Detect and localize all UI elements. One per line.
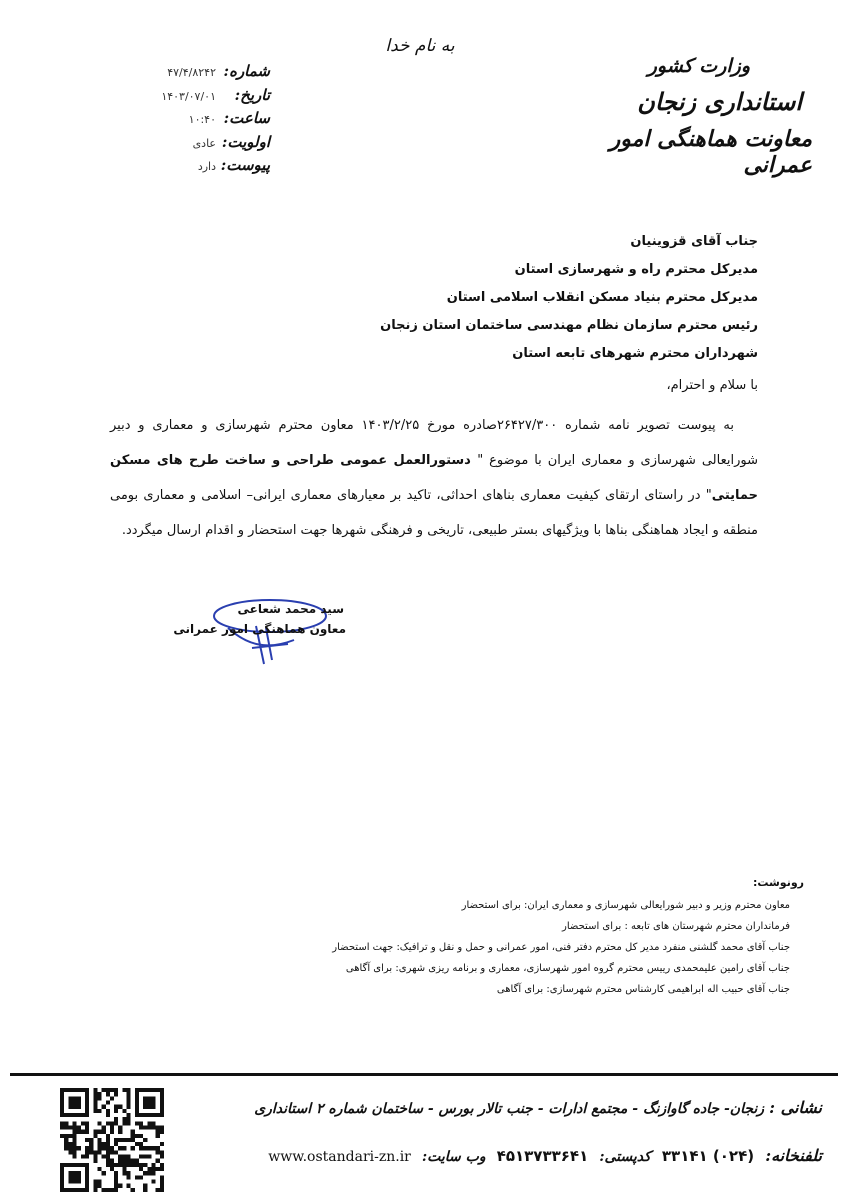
attachment-label: پیوست: [220, 156, 270, 174]
signer-title: معاون هماهنگی امور عمرانی [173, 622, 346, 636]
priority-value: عادی [192, 136, 216, 150]
greeting: با سلام و احترام، [666, 378, 758, 393]
cc-list [84, 876, 804, 1000]
cc-item: جناب آقای محمد گلشنی منفرد مدیر کل محترم دفتر فنی، امور عمرانی و حمل و نقل و ترافیک: جهت استحضار [332, 942, 790, 953]
governorate-name: استانداری زنجان [637, 87, 802, 116]
number-row [120, 62, 270, 86]
letter-body [110, 408, 758, 548]
organization-header [552, 55, 812, 178]
cc-item: فرمانداران محترم شهرستان های تابعه : برای استحضار [562, 921, 790, 932]
body-part-1: به پیوست تصویر نامه شماره ۲۶۴۲۷/۳۰۰صادره مورخ ۱۴۰۳/۲/۲۵ معاون محترم شهرسازی و معماری و دبیر شورایعالی شهرسازی و معماری ایران با موضوع " [110, 418, 758, 468]
body-subject-bold: دستورالعمل عمومی طراحی و ساخت طرح های مسکن حمایتی [110, 453, 758, 503]
address-label: نشانی : [769, 1098, 822, 1117]
number-label: شماره: [223, 62, 270, 80]
website-url[interactable]: www.ostandari-zn.ir [268, 1149, 411, 1165]
recipient-line: مدیرکل محترم بنیاد مسکن انقلاب اسلامی استان [446, 290, 758, 305]
number-value: ۴۷/۴/۸۲۴۲ [167, 66, 216, 79]
phone-number: (۰۲۴) ۳۳۱۴۱ [661, 1147, 755, 1165]
priority-row [120, 133, 270, 157]
attachment-row [120, 156, 270, 180]
bismillah-heading: به نام خدا [385, 36, 455, 56]
ministry-name: وزارت کشور [647, 55, 750, 77]
time-value: ۱۰:۴۰ [188, 113, 216, 126]
time-row [120, 109, 270, 133]
address-text: زنجان- جاده گاوازنگ - مجتمع ادارات - جنب تالار بورس - ساختمان شماره ۲ استانداری [254, 1101, 765, 1117]
deputy-office-name: معاونت هماهنگی امور عمرانی [609, 126, 812, 178]
footer-divider [10, 1073, 838, 1076]
priority-label: اولویت: [221, 132, 270, 151]
signer-name: سید محمد شعاعی [237, 602, 344, 616]
recipients-list [198, 228, 758, 368]
footer-address [254, 1098, 822, 1117]
recipient-line: مدیرکل محترم راه و شهرسازی استان [514, 262, 758, 277]
footer-contact [268, 1146, 822, 1165]
body-part-2: " در راستای ارتقای کیفیت معماری بناهای احداثی، تاکید بر معیارهای معماری ایرانی– اسلامی و معماری بومی منطقه و ایجاد هماهنگی بناها با ویژگیهای بستر طبیعی، تاریخی و فرهنگی شهرها جهت استحضار و اقدام ارسال میگردد. [110, 488, 758, 538]
attachment-value: دارد [197, 160, 216, 173]
cc-item: جناب آقای رامین علیمحمدی رییس محترم گروه امور شهرسازی، معماری و برنامه ریزی شهری: برای آگاهی [345, 963, 790, 974]
recipient-line: جناب آقای قزوینیان [630, 234, 758, 249]
cc-item: جناب آقای حبیب اله ابراهیمی کارشناس محترم شهرسازی: برای آگاهی [496, 984, 790, 995]
date-value: ۱۴۰۳/۰۷/۰۱ [161, 89, 216, 103]
date-label: تاریخ: [234, 85, 270, 104]
cc-heading: رونوشت: [752, 876, 804, 889]
signature-block [173, 598, 350, 668]
letter-metadata [120, 62, 270, 180]
cc-item: معاون محترم وزیر و دبیر شورایعالی شهرسازی و معماری ایران: برای استحضار [461, 900, 790, 911]
date-row [120, 86, 270, 110]
qr-code-icon [60, 1088, 164, 1192]
time-label: ساعت: [223, 109, 270, 127]
postal-code: ۴۵۱۳۷۳۳۶۴۱ [496, 1147, 589, 1165]
phone-label: تلفنخانه: [765, 1146, 822, 1165]
website-label: وب سایت: [421, 1149, 486, 1165]
recipient-line: شهرداران محترم شهرهای تابعه استان [512, 346, 758, 361]
recipient-line: رئیس محترم سازمان نظام مهندسی ساختمان استان زنجان [380, 318, 758, 333]
postal-label: کدپستی: [599, 1149, 651, 1165]
